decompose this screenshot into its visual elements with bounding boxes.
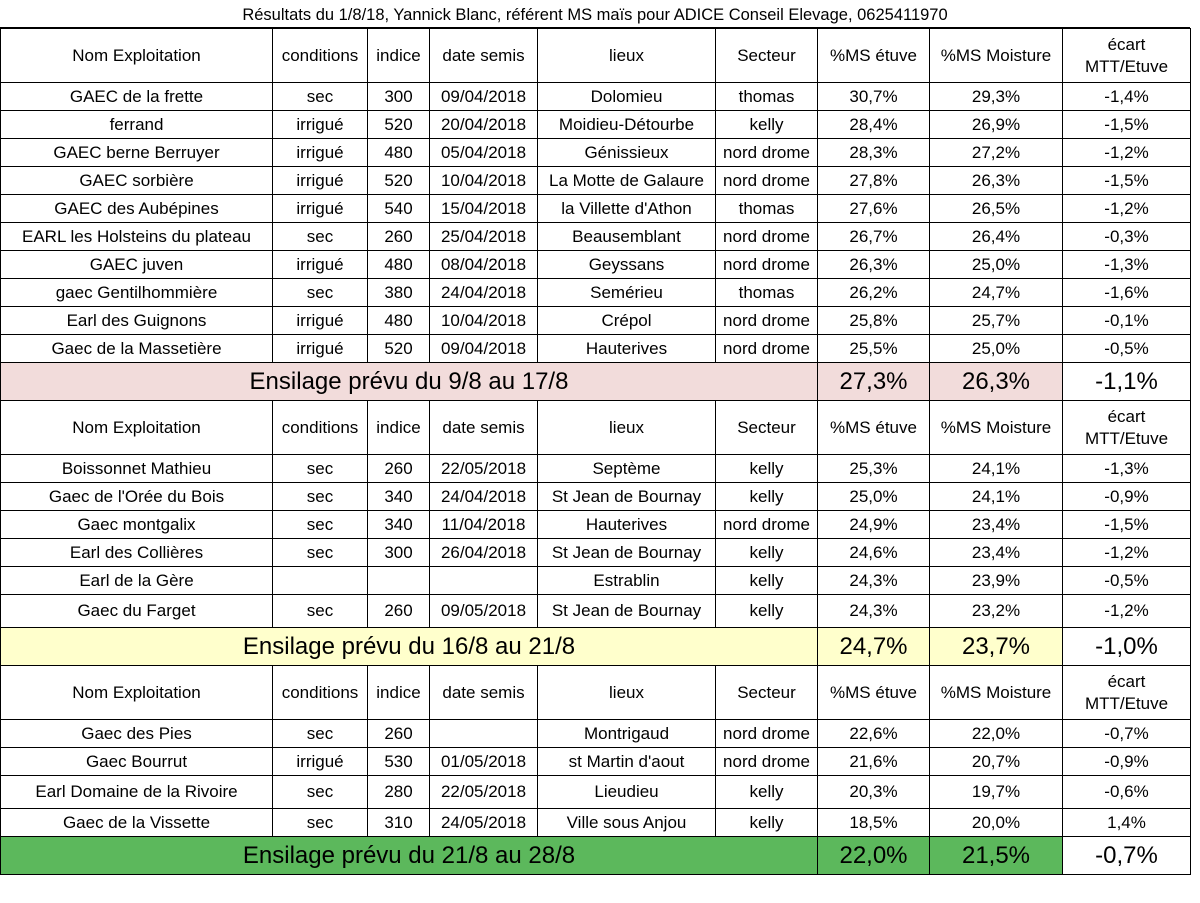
- cell-indice: 520: [368, 167, 430, 195]
- header-ecart: [1063, 401, 1191, 455]
- header-lieux: lieux: [538, 401, 716, 455]
- cell-date: [430, 567, 538, 595]
- cell-conditions: irrigué: [273, 251, 368, 279]
- cell-indice: 260: [368, 455, 430, 483]
- cell-etuve: 27,8%: [818, 167, 930, 195]
- cell-date: 11/04/2018: [430, 511, 538, 539]
- cell-date: [430, 720, 538, 748]
- results-table: [0, 28, 1191, 875]
- cell-conditions: irrigué: [273, 748, 368, 776]
- summary-label: Ensilage prévu du 21/8 au 28/8: [1, 837, 818, 875]
- cell-etuve: 18,5%: [818, 809, 930, 837]
- summary-row: [1, 628, 1191, 666]
- cell-etuve: 28,3%: [818, 139, 930, 167]
- header-ecart-line1: écart: [1107, 671, 1146, 691]
- cell-date: 09/04/2018: [430, 335, 538, 363]
- cell-ecart: -0,6%: [1063, 776, 1191, 809]
- header-etuve: %MS étuve: [818, 401, 930, 455]
- cell-ecart: -1,3%: [1063, 455, 1191, 483]
- cell-secteur: nord drome: [716, 335, 818, 363]
- cell-etuve: 24,3%: [818, 567, 930, 595]
- cell-secteur: kelly: [716, 567, 818, 595]
- table-row: [1, 720, 1191, 748]
- cell-secteur: kelly: [716, 809, 818, 837]
- cell-secteur: nord drome: [716, 720, 818, 748]
- cell-indice: 310: [368, 809, 430, 837]
- cell-date: 05/04/2018: [430, 139, 538, 167]
- cell-ecart: -0,3%: [1063, 223, 1191, 251]
- cell-name: Gaec des Pies: [1, 720, 273, 748]
- cell-name: GAEC de la frette: [1, 83, 273, 111]
- summary-etuve: 27,3%: [818, 363, 930, 401]
- cell-secteur: kelly: [716, 111, 818, 139]
- header-date: date semis: [430, 401, 538, 455]
- cell-etuve: 24,3%: [818, 595, 930, 628]
- cell-indice: [368, 567, 430, 595]
- header-moisture: %MS Moisture: [930, 29, 1063, 83]
- cell-etuve: 26,7%: [818, 223, 930, 251]
- cell-ecart: -1,2%: [1063, 195, 1191, 223]
- header-etuve: %MS étuve: [818, 29, 930, 83]
- cell-conditions: irrigué: [273, 167, 368, 195]
- report-title: Résultats du 1/8/18, Yannick Blanc, référent MS maïs pour ADICE Conseil Elevage, 0625411970: [0, 0, 1190, 28]
- cell-indice: 520: [368, 111, 430, 139]
- header-conditions: conditions: [273, 666, 368, 720]
- cell-lieu: Ville sous Anjou: [538, 809, 716, 837]
- cell-date: 10/04/2018: [430, 307, 538, 335]
- cell-date: 15/04/2018: [430, 195, 538, 223]
- cell-name: Earl Domaine de la Rivoire: [1, 776, 273, 809]
- cell-name: Gaec montgalix: [1, 511, 273, 539]
- header-name: Nom Exploitation: [1, 666, 273, 720]
- cell-indice: 540: [368, 195, 430, 223]
- cell-moisture: 24,7%: [930, 279, 1063, 307]
- cell-etuve: 24,6%: [818, 539, 930, 567]
- table-row: [1, 539, 1191, 567]
- cell-ecart: -0,1%: [1063, 307, 1191, 335]
- cell-moisture: 27,2%: [930, 139, 1063, 167]
- header-ecart: [1063, 666, 1191, 720]
- cell-etuve: 30,7%: [818, 83, 930, 111]
- cell-lieu: La Motte de Galaure: [538, 167, 716, 195]
- cell-moisture: 25,7%: [930, 307, 1063, 335]
- cell-name: gaec Gentilhommière: [1, 279, 273, 307]
- header-indice: indice: [368, 401, 430, 455]
- summary-ecart: -1,0%: [1063, 628, 1191, 666]
- cell-moisture: 20,7%: [930, 748, 1063, 776]
- header-ecart: [1063, 29, 1191, 83]
- cell-name: ferrand: [1, 111, 273, 139]
- cell-secteur: nord drome: [716, 223, 818, 251]
- cell-lieu: Geyssans: [538, 251, 716, 279]
- cell-date: 24/04/2018: [430, 483, 538, 511]
- cell-conditions: irrigué: [273, 195, 368, 223]
- cell-ecart: -0,7%: [1063, 720, 1191, 748]
- cell-moisture: 23,4%: [930, 539, 1063, 567]
- table-row: [1, 595, 1191, 628]
- cell-indice: 260: [368, 595, 430, 628]
- cell-moisture: 24,1%: [930, 455, 1063, 483]
- cell-conditions: sec: [273, 776, 368, 809]
- cell-lieu: Hauterives: [538, 335, 716, 363]
- header-row: [1, 666, 1191, 720]
- cell-date: 25/04/2018: [430, 223, 538, 251]
- cell-ecart: -0,5%: [1063, 567, 1191, 595]
- summary-etuve: 24,7%: [818, 628, 930, 666]
- cell-moisture: 20,0%: [930, 809, 1063, 837]
- cell-secteur: nord drome: [716, 251, 818, 279]
- cell-ecart: -1,5%: [1063, 111, 1191, 139]
- cell-etuve: 26,3%: [818, 251, 930, 279]
- cell-lieu: Moidieu-Détourbe: [538, 111, 716, 139]
- cell-name: Gaec de la Massetière: [1, 335, 273, 363]
- table-row: [1, 223, 1191, 251]
- cell-lieu: st Martin d'aout: [538, 748, 716, 776]
- cell-conditions: sec: [273, 455, 368, 483]
- cell-conditions: sec: [273, 483, 368, 511]
- table-row: [1, 809, 1191, 837]
- header-lieux: lieux: [538, 666, 716, 720]
- header-ecart-line2: MTT/Etuve: [1084, 428, 1169, 448]
- header-ecart-line2: MTT/Etuve: [1084, 56, 1169, 76]
- table-row: [1, 335, 1191, 363]
- summary-row: [1, 363, 1191, 401]
- cell-lieu: Crépol: [538, 307, 716, 335]
- cell-etuve: 28,4%: [818, 111, 930, 139]
- cell-name: Gaec Bourrut: [1, 748, 273, 776]
- cell-secteur: nord drome: [716, 167, 818, 195]
- cell-name: Gaec de l'Orée du Bois: [1, 483, 273, 511]
- cell-date: 10/04/2018: [430, 167, 538, 195]
- cell-indice: 530: [368, 748, 430, 776]
- cell-name: GAEC berne Berruyer: [1, 139, 273, 167]
- cell-moisture: 25,0%: [930, 335, 1063, 363]
- table-row: [1, 567, 1191, 595]
- cell-date: 08/04/2018: [430, 251, 538, 279]
- cell-lieu: Montrigaud: [538, 720, 716, 748]
- cell-date: 20/04/2018: [430, 111, 538, 139]
- cell-moisture: 26,5%: [930, 195, 1063, 223]
- header-secteur: Secteur: [716, 401, 818, 455]
- cell-name: Gaec de la Vissette: [1, 809, 273, 837]
- cell-name: Earl de la Gère: [1, 567, 273, 595]
- cell-etuve: 27,6%: [818, 195, 930, 223]
- cell-conditions: sec: [273, 809, 368, 837]
- cell-lieu: St Jean de Bournay: [538, 595, 716, 628]
- cell-ecart: -1,4%: [1063, 83, 1191, 111]
- cell-moisture: 25,0%: [930, 251, 1063, 279]
- table-row: [1, 195, 1191, 223]
- cell-indice: 480: [368, 139, 430, 167]
- summary-label: Ensilage prévu du 16/8 au 21/8: [1, 628, 818, 666]
- table-row: [1, 111, 1191, 139]
- cell-conditions: irrigué: [273, 139, 368, 167]
- cell-moisture: 26,4%: [930, 223, 1063, 251]
- table-row: [1, 251, 1191, 279]
- cell-secteur: nord drome: [716, 748, 818, 776]
- cell-ecart: -1,2%: [1063, 539, 1191, 567]
- cell-ecart: -1,2%: [1063, 139, 1191, 167]
- cell-name: Boissonnet Mathieu: [1, 455, 273, 483]
- header-secteur: Secteur: [716, 29, 818, 83]
- results-table-body: [1, 29, 1191, 875]
- header-row: [1, 29, 1191, 83]
- cell-lieu: Hauterives: [538, 511, 716, 539]
- cell-secteur: kelly: [716, 483, 818, 511]
- header-lieux: lieux: [538, 29, 716, 83]
- cell-date: 09/05/2018: [430, 595, 538, 628]
- cell-ecart: 1,4%: [1063, 809, 1191, 837]
- cell-secteur: kelly: [716, 539, 818, 567]
- cell-date: 22/05/2018: [430, 776, 538, 809]
- summary-moisture: 21,5%: [930, 837, 1063, 875]
- cell-lieu: Dolomieu: [538, 83, 716, 111]
- table-row: [1, 307, 1191, 335]
- cell-ecart: -1,6%: [1063, 279, 1191, 307]
- header-ecart-line2: MTT/Etuve: [1084, 693, 1169, 713]
- cell-lieu: Génissieux: [538, 139, 716, 167]
- cell-etuve: 24,9%: [818, 511, 930, 539]
- header-ecart-line1: écart: [1107, 406, 1146, 426]
- table-row: [1, 139, 1191, 167]
- cell-conditions: sec: [273, 720, 368, 748]
- cell-ecart: -1,3%: [1063, 251, 1191, 279]
- header-indice: indice: [368, 29, 430, 83]
- cell-indice: 300: [368, 539, 430, 567]
- cell-secteur: kelly: [716, 595, 818, 628]
- cell-ecart: -1,5%: [1063, 167, 1191, 195]
- cell-lieu: St Jean de Bournay: [538, 483, 716, 511]
- cell-conditions: irrigué: [273, 307, 368, 335]
- cell-name: Earl des Collières: [1, 539, 273, 567]
- cell-date: 22/05/2018: [430, 455, 538, 483]
- cell-secteur: kelly: [716, 776, 818, 809]
- cell-lieu: St Jean de Bournay: [538, 539, 716, 567]
- cell-etuve: 25,8%: [818, 307, 930, 335]
- cell-ecart: -1,2%: [1063, 595, 1191, 628]
- summary-ecart: -1,1%: [1063, 363, 1191, 401]
- cell-etuve: 25,3%: [818, 455, 930, 483]
- table-row: [1, 511, 1191, 539]
- cell-indice: 340: [368, 483, 430, 511]
- cell-conditions: sec: [273, 223, 368, 251]
- cell-secteur: nord drome: [716, 511, 818, 539]
- cell-moisture: 26,3%: [930, 167, 1063, 195]
- cell-conditions: [273, 567, 368, 595]
- cell-moisture: 24,1%: [930, 483, 1063, 511]
- cell-secteur: thomas: [716, 195, 818, 223]
- table-row: [1, 748, 1191, 776]
- summary-label: Ensilage prévu du 9/8 au 17/8: [1, 363, 818, 401]
- cell-lieu: Semérieu: [538, 279, 716, 307]
- cell-conditions: sec: [273, 511, 368, 539]
- cell-moisture: 26,9%: [930, 111, 1063, 139]
- cell-conditions: sec: [273, 279, 368, 307]
- header-name: Nom Exploitation: [1, 401, 273, 455]
- cell-ecart: -0,9%: [1063, 748, 1191, 776]
- cell-ecart: -1,5%: [1063, 511, 1191, 539]
- cell-indice: 280: [368, 776, 430, 809]
- cell-date: 24/05/2018: [430, 809, 538, 837]
- cell-etuve: 25,0%: [818, 483, 930, 511]
- cell-secteur: thomas: [716, 83, 818, 111]
- cell-secteur: kelly: [716, 455, 818, 483]
- cell-date: 26/04/2018: [430, 539, 538, 567]
- header-moisture: %MS Moisture: [930, 401, 1063, 455]
- cell-conditions: sec: [273, 595, 368, 628]
- cell-indice: 480: [368, 251, 430, 279]
- cell-conditions: sec: [273, 83, 368, 111]
- summary-moisture: 26,3%: [930, 363, 1063, 401]
- cell-date: 09/04/2018: [430, 83, 538, 111]
- summary-moisture: 23,7%: [930, 628, 1063, 666]
- cell-moisture: 22,0%: [930, 720, 1063, 748]
- header-name: Nom Exploitation: [1, 29, 273, 83]
- cell-name: Earl des Guignons: [1, 307, 273, 335]
- cell-indice: 380: [368, 279, 430, 307]
- table-row: [1, 83, 1191, 111]
- cell-conditions: irrigué: [273, 111, 368, 139]
- cell-moisture: 23,9%: [930, 567, 1063, 595]
- cell-date: 24/04/2018: [430, 279, 538, 307]
- cell-date: 01/05/2018: [430, 748, 538, 776]
- cell-etuve: 25,5%: [818, 335, 930, 363]
- cell-indice: 340: [368, 511, 430, 539]
- cell-lieu: Septème: [538, 455, 716, 483]
- cell-etuve: 21,6%: [818, 748, 930, 776]
- cell-conditions: irrigué: [273, 335, 368, 363]
- table-row: [1, 483, 1191, 511]
- cell-secteur: nord drome: [716, 139, 818, 167]
- summary-row: [1, 837, 1191, 875]
- cell-lieu: Beausemblant: [538, 223, 716, 251]
- cell-moisture: 29,3%: [930, 83, 1063, 111]
- cell-lieu: Estrablin: [538, 567, 716, 595]
- header-date: date semis: [430, 29, 538, 83]
- cell-secteur: thomas: [716, 279, 818, 307]
- cell-name: EARL les Holsteins du plateau: [1, 223, 273, 251]
- table-row: [1, 167, 1191, 195]
- cell-indice: 260: [368, 223, 430, 251]
- header-etuve: %MS étuve: [818, 666, 930, 720]
- header-conditions: conditions: [273, 29, 368, 83]
- table-row: [1, 776, 1191, 809]
- cell-indice: 260: [368, 720, 430, 748]
- summary-etuve: 22,0%: [818, 837, 930, 875]
- header-row: [1, 401, 1191, 455]
- cell-lieu: la Villette d'Athon: [538, 195, 716, 223]
- cell-ecart: -0,5%: [1063, 335, 1191, 363]
- header-moisture: %MS Moisture: [930, 666, 1063, 720]
- cell-moisture: 23,2%: [930, 595, 1063, 628]
- summary-ecart: -0,7%: [1063, 837, 1191, 875]
- header-ecart-line1: écart: [1107, 34, 1146, 54]
- table-row: [1, 279, 1191, 307]
- cell-moisture: 23,4%: [930, 511, 1063, 539]
- cell-conditions: sec: [273, 539, 368, 567]
- cell-lieu: Lieudieu: [538, 776, 716, 809]
- table-row: [1, 455, 1191, 483]
- cell-indice: 300: [368, 83, 430, 111]
- header-conditions: conditions: [273, 401, 368, 455]
- cell-indice: 480: [368, 307, 430, 335]
- header-date: date semis: [430, 666, 538, 720]
- header-indice: indice: [368, 666, 430, 720]
- cell-etuve: 26,2%: [818, 279, 930, 307]
- header-secteur: Secteur: [716, 666, 818, 720]
- cell-name: GAEC des Aubépines: [1, 195, 273, 223]
- cell-moisture: 19,7%: [930, 776, 1063, 809]
- cell-name: GAEC juven: [1, 251, 273, 279]
- cell-etuve: 22,6%: [818, 720, 930, 748]
- cell-indice: 520: [368, 335, 430, 363]
- cell-name: GAEC sorbière: [1, 167, 273, 195]
- cell-secteur: nord drome: [716, 307, 818, 335]
- cell-ecart: -0,9%: [1063, 483, 1191, 511]
- cell-etuve: 20,3%: [818, 776, 930, 809]
- cell-name: Gaec du Farget: [1, 595, 273, 628]
